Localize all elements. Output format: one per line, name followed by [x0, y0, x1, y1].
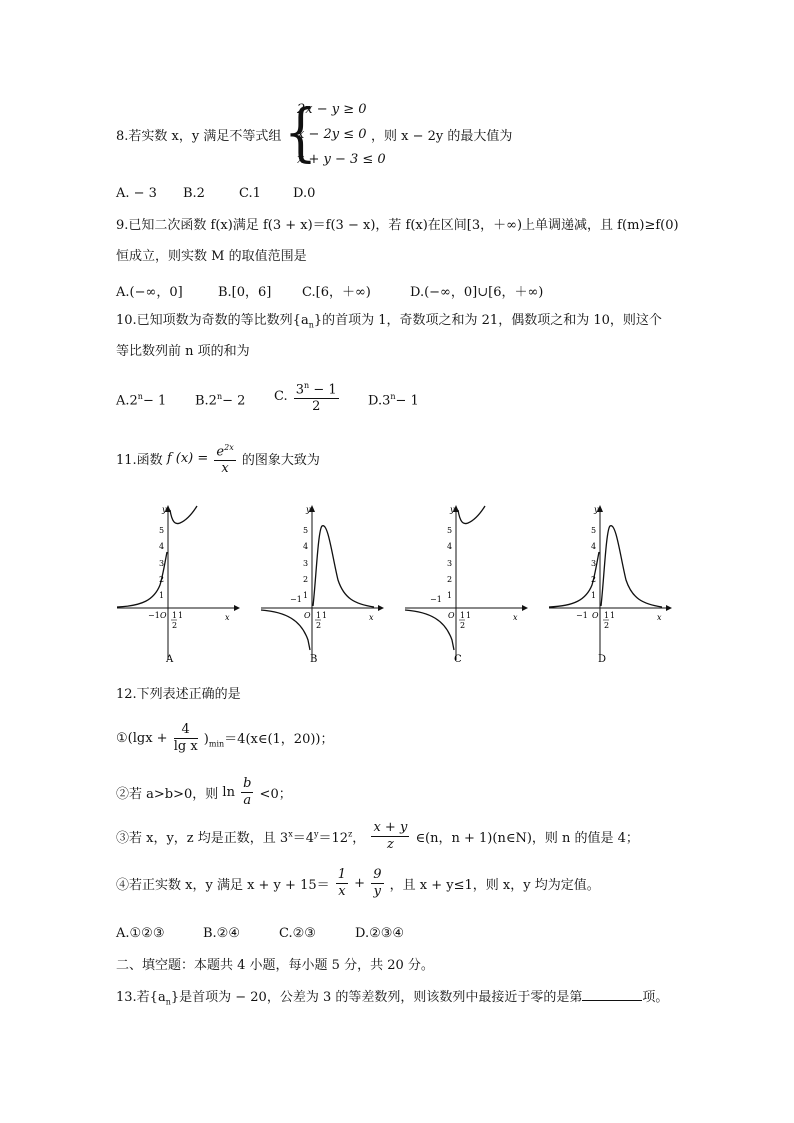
svg-text:1: 1 — [466, 611, 472, 620]
svg-text:−1: −1 — [576, 611, 588, 620]
q13-stem: 13.若$\{a_n\}$是首项为 − 20，公差为 3 的等差数列，则该数列中最接近于零的是第 项。 — [116, 990, 669, 1007]
svg-text:2: 2 — [159, 575, 165, 584]
q8-option-d: D.0 — [293, 186, 316, 201]
graph-a-label: A — [166, 654, 174, 665]
svg-text:−1: −1 — [290, 595, 302, 604]
svg-text:2: 2 — [591, 575, 597, 584]
svg-text:2: 2 — [172, 621, 178, 630]
svg-text:O: O — [160, 611, 167, 620]
q8-stem — [116, 128, 281, 146]
svg-text:2: 2 — [604, 621, 610, 630]
svg-text:x: x — [225, 613, 230, 622]
q8-ineq-3: x + y − 3 ≤ 0 — [297, 152, 386, 167]
graph-d — [549, 505, 672, 665]
svg-text:x: x — [513, 613, 518, 622]
q8-ineq-2: x − 2y ≤ 0 — [297, 127, 367, 142]
q12-option-a: A.①②③ — [116, 926, 165, 941]
svg-text:y: y — [306, 505, 311, 514]
q12-option-d: D.②③④ — [355, 926, 405, 941]
q8-prefix: 8.若实数 x，y 满足不等式组 — [116, 129, 282, 144]
q10-option-b: $B.2^n- 2$ — [195, 392, 246, 409]
svg-text:5: 5 — [303, 526, 309, 535]
svg-text:5: 5 — [447, 526, 453, 535]
q9-option-d: D.(−∞，0]∪[6，＋∞) — [410, 285, 544, 300]
svg-text:5: 5 — [591, 526, 597, 535]
q12-option-c: C.②③ — [279, 926, 316, 941]
graph-d-label: D — [598, 654, 607, 665]
svg-text:y: y — [162, 505, 167, 514]
q12-statement-4: ④若正实数 x，y 满足 x + y + 15＝ $\frac{1}{x}$ + $\frac{9}{y}$ ，且 x + y≤1，则 x，y 均为定值。 — [116, 867, 600, 899]
graph-b-label: B — [310, 654, 318, 665]
svg-text:2: 2 — [303, 575, 309, 584]
q10-line-2: 等比数列前 n 项的和为 — [116, 344, 250, 359]
svg-text:2: 2 — [316, 621, 322, 630]
svg-text:O: O — [304, 611, 311, 620]
svg-text:y: y — [594, 505, 599, 514]
q10-option-c: C. $\frac{3^n - 1}{2}$ — [274, 378, 341, 415]
graph-c-label: C — [454, 654, 462, 665]
svg-text:1: 1 — [316, 611, 322, 620]
q11-graphs — [112, 500, 672, 670]
svg-text:1: 1 — [322, 611, 328, 620]
svg-text:O: O — [448, 611, 455, 620]
q8-option-c: C.1 — [239, 186, 261, 201]
q9-option-c: C.[6，＋∞) — [302, 285, 371, 300]
svg-text:x: x — [369, 613, 374, 622]
svg-text:2: 2 — [460, 621, 466, 630]
q9-line-1: 9.已知二次函数 f(x)满足 f(3 + x)＝f(3 − x)，若 f(x)在区间[3，＋∞)上单调递减，且 f(m)≥f(0) — [116, 218, 679, 233]
svg-text:5: 5 — [159, 526, 165, 535]
q12-title: 12.下列表述正确的是 — [116, 687, 241, 702]
svg-text:y: y — [450, 505, 455, 514]
graph-a — [117, 505, 240, 665]
q8-option-a: A. − 3 — [116, 186, 157, 201]
svg-text:3: 3 — [591, 559, 597, 568]
q13-answer-blank[interactable] — [582, 988, 642, 1001]
q9-line-2: 恒成立，则实数 M 的取值范围是 — [116, 249, 307, 264]
graph-c — [405, 505, 528, 665]
q10-option-d: $D.3^n- 1$ — [368, 392, 419, 409]
q8-ineq-1: 2x − y ≥ 0 — [297, 102, 367, 117]
svg-text:1: 1 — [178, 611, 184, 620]
q9-option-b: B.[0，6] — [218, 285, 272, 300]
svg-text:1: 1 — [610, 611, 616, 620]
svg-text:1: 1 — [172, 611, 178, 620]
q12-statement-2: ②若 a>b>0，则 ln $\frac{b}{a}$ <0； — [116, 776, 292, 808]
svg-text:2: 2 — [447, 575, 453, 584]
svg-text:4: 4 — [447, 542, 453, 551]
svg-text:1: 1 — [303, 591, 309, 600]
svg-text:−1: −1 — [148, 611, 160, 620]
svg-text:3: 3 — [447, 559, 453, 568]
svg-text:4: 4 — [591, 542, 597, 551]
svg-text:4: 4 — [303, 542, 309, 551]
svg-text:3: 3 — [303, 559, 309, 568]
svg-text:1: 1 — [604, 611, 610, 620]
svg-text:−1: −1 — [430, 595, 442, 604]
svg-text:1: 1 — [159, 591, 165, 600]
svg-text:1: 1 — [591, 591, 597, 600]
svg-text:4: 4 — [159, 542, 165, 551]
svg-text:1: 1 — [460, 611, 466, 620]
svg-text:O: O — [592, 611, 599, 620]
q10-option-a: $A.2^n- 1$ — [116, 392, 167, 409]
q10-line-1: 10.已知项数为奇数的等比数列$\{a_n\}$的首项为 1，奇数项之和为 21，偶数项之和为 10，则这个 — [116, 313, 662, 330]
q9-option-a: A.(−∞，0] — [116, 285, 183, 300]
q11-stem: 11.函数 f (x) = $\frac{e^{2x}}{x}$ 的图象大致为 — [116, 440, 320, 477]
q8-option-b: B.2 — [183, 186, 205, 201]
svg-text:3: 3 — [159, 559, 165, 568]
section-2-heading: 二、填空题：本题共 4 小题，每小题 5 分，共 20 分。 — [116, 958, 434, 973]
svg-text:x: x — [657, 613, 662, 622]
brace-icon: { — [284, 97, 318, 170]
q8-suffix: ，则 x − 2y 的最大值为 — [371, 129, 513, 144]
q12-option-b: B.②④ — [203, 926, 240, 941]
q12-statement-1: ①(lgx + $\frac{4}{\text{lg x}}$ )$_{min}=4(x\in(1$，20))； — [116, 722, 334, 754]
graph-b — [261, 505, 384, 665]
svg-text:1: 1 — [447, 591, 453, 600]
q12-statement-3: ③若 x，y，z 均是正数，且 $3^x=4^y=12^z$， $\frac{x + y}{z}$ ∈(n，n + 1)(n∈N)，则 n 的值是 4； — [116, 820, 639, 852]
